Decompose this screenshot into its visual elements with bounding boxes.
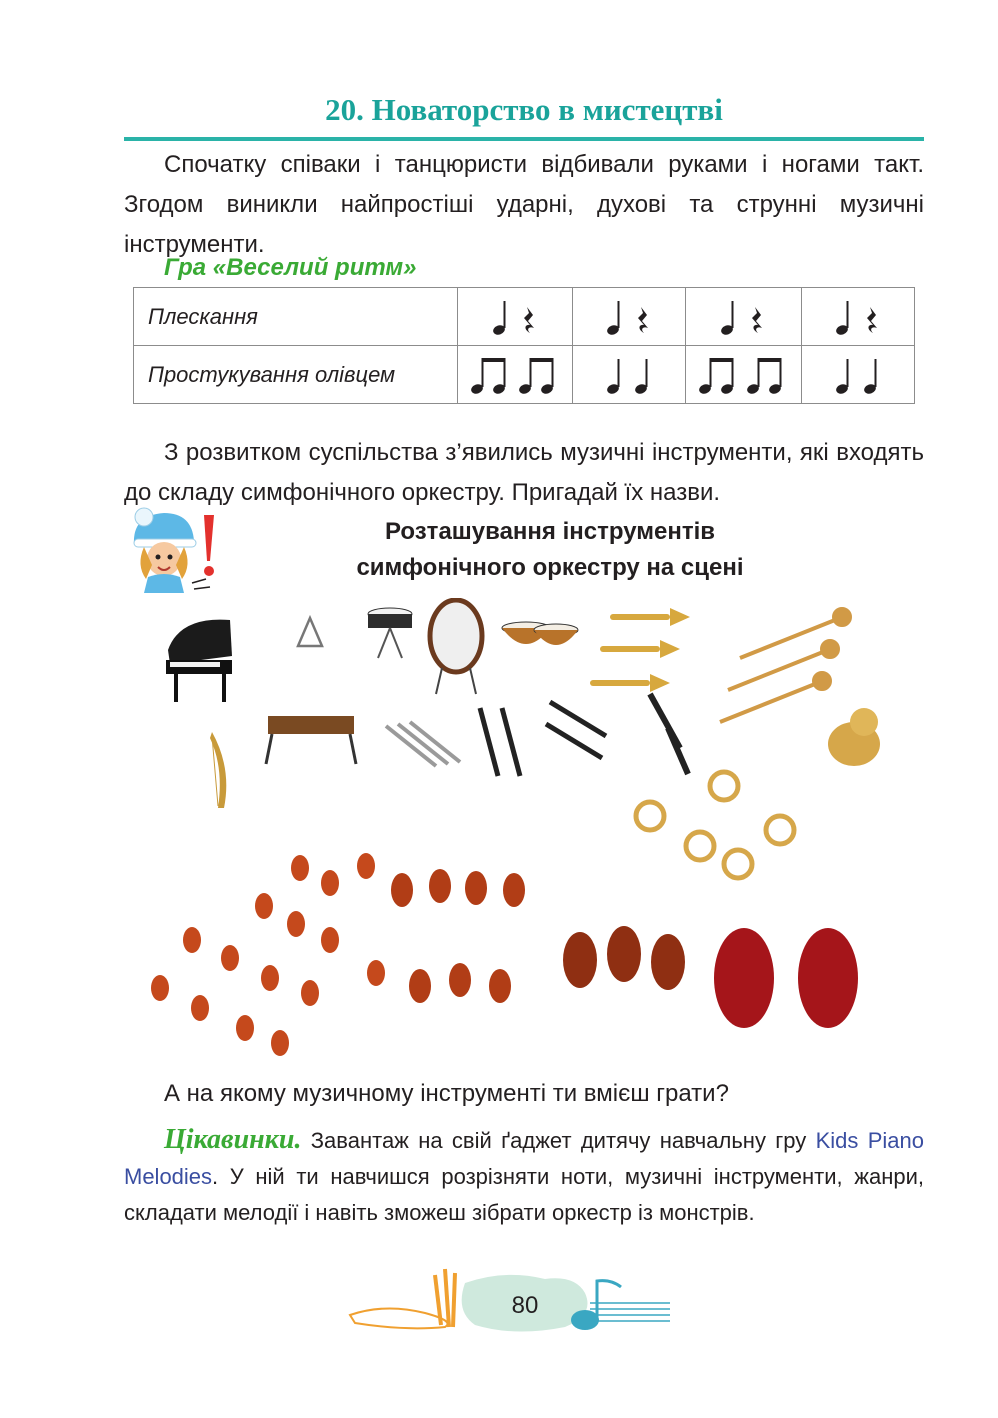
measure-quarter-rest — [572, 288, 685, 346]
orchestra-heading — [260, 514, 840, 586]
cellos-icon — [563, 926, 685, 990]
paragraph-2-text: З розвитком суспільства з’явились музичні інструменти, які входять до складу симфонічного оркестру. Пригадай їх назви. — [124, 439, 924, 506]
page-title: 20. Новаторство в мистецтві — [325, 92, 723, 127]
bassoons-icon — [650, 694, 688, 774]
measure-quarter-rest — [686, 288, 801, 346]
app-name: Kids Piano Melodies — [124, 1128, 924, 1189]
kid-mascot-icon — [122, 505, 222, 595]
snare-drum-icon — [368, 608, 412, 658]
flutes-icon — [386, 722, 460, 766]
measure-quarter-rest — [801, 288, 914, 346]
tuba-icon — [828, 708, 880, 766]
measure-eighths — [457, 346, 572, 404]
rhythm-table — [133, 287, 915, 404]
intro-text: Спочатку співаки і танцюристи відбивали руками і ногами такт. Згодом виникли найпростіші ударні, духові та струнні музичні інструменти. — [124, 151, 924, 258]
triangle-icon — [298, 618, 322, 646]
timpani-icon — [502, 622, 578, 645]
clarinets-icon — [546, 702, 606, 758]
fun-fact-paragraph — [124, 1122, 924, 1231]
measure-quarters — [572, 346, 685, 404]
french-horns-icon — [636, 772, 794, 878]
trombones-icon — [720, 609, 850, 722]
xylophone-icon — [266, 716, 356, 764]
piano-icon — [166, 620, 232, 702]
table-row — [134, 346, 915, 404]
violins-icon — [151, 853, 385, 1056]
fun-fact-text-1: Завантаж на свій ґаджет дитячу навчальну гру — [301, 1128, 816, 1153]
title-divider — [124, 137, 924, 141]
trumpets-icon — [590, 608, 690, 692]
orchestra-heading-line1: Розташування інструментів — [385, 518, 715, 545]
row-label-pencil: Простукування олівцем — [134, 346, 458, 404]
table-row — [134, 288, 915, 346]
oboes-icon — [480, 708, 520, 776]
bass-drum-icon — [430, 600, 482, 694]
fun-fact-label: Цікавинки. — [164, 1124, 302, 1155]
game-title: Гра «Веселий ритм» — [164, 254, 417, 281]
fun-fact-text-2: . У ній ти навчишся розрізняти ноти, музичні інструменти, жанри, складати мелодії і навіть зможеш зібрати оркестр із монстрів. — [124, 1164, 924, 1225]
intro-paragraph — [124, 145, 924, 265]
orchestra-illustration — [120, 598, 900, 1068]
question-line: А на якому музичному інструменті ти вмієш грати? — [164, 1080, 729, 1107]
row-label-clapping: Плескання — [134, 288, 458, 346]
double-basses-icon — [714, 928, 858, 1028]
harp-icon — [210, 732, 226, 808]
measure-quarters — [801, 346, 914, 404]
orchestra-heading-line2: симфонічного оркестру на сцені — [356, 554, 744, 581]
measure-quarter-rest — [457, 288, 572, 346]
page-number: 80 — [511, 1292, 539, 1319]
paragraph-2 — [124, 433, 924, 513]
violas-icon — [391, 869, 525, 1003]
measure-eighths — [686, 346, 801, 404]
